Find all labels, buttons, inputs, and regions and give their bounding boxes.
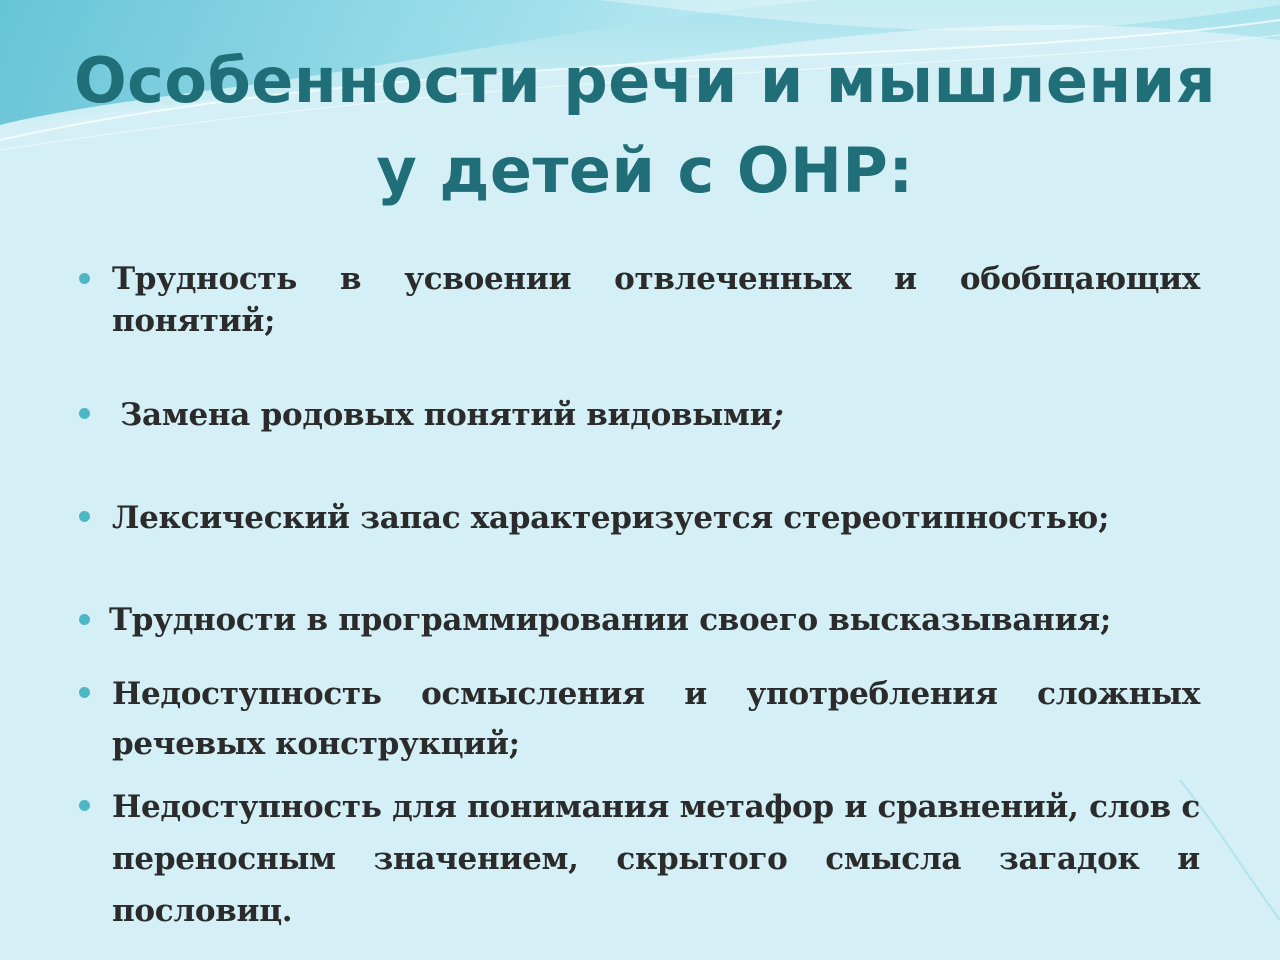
title-line-2: у детей с ОНР: bbox=[376, 134, 914, 207]
bullet-text: Лексический запас характеризуется стереотипностью; bbox=[112, 500, 1110, 536]
bullet-text: Недоступность для понимания метафор и сравнений, слов с переносным значением, скрытого смысла загадок и пословиц. bbox=[112, 789, 1200, 929]
bullet-dot-icon bbox=[79, 408, 90, 419]
bullet-text: Недоступность осмысления и употребления сложных речевых конструкций; bbox=[112, 676, 1200, 762]
bullet-text-main: Замена родовых понятий видовыми bbox=[120, 397, 773, 433]
bullet-text: Трудность в усвоении отвлеченных и обобщающих понятий; bbox=[112, 261, 1200, 339]
title-line-1: Особенности речи и мышления bbox=[73, 44, 1217, 117]
bullet-dot-icon bbox=[79, 800, 90, 811]
bullet-dot-icon bbox=[79, 614, 90, 625]
bullet-dot-icon bbox=[79, 511, 90, 522]
bullet-text: Трудности в программировании своего высказывания; bbox=[109, 602, 1111, 638]
bullet-text-semicolon: ; bbox=[772, 397, 784, 433]
bullet-dot-icon bbox=[79, 687, 90, 698]
bullet-text bbox=[120, 394, 1208, 436]
bullet-dot-icon bbox=[79, 273, 90, 284]
